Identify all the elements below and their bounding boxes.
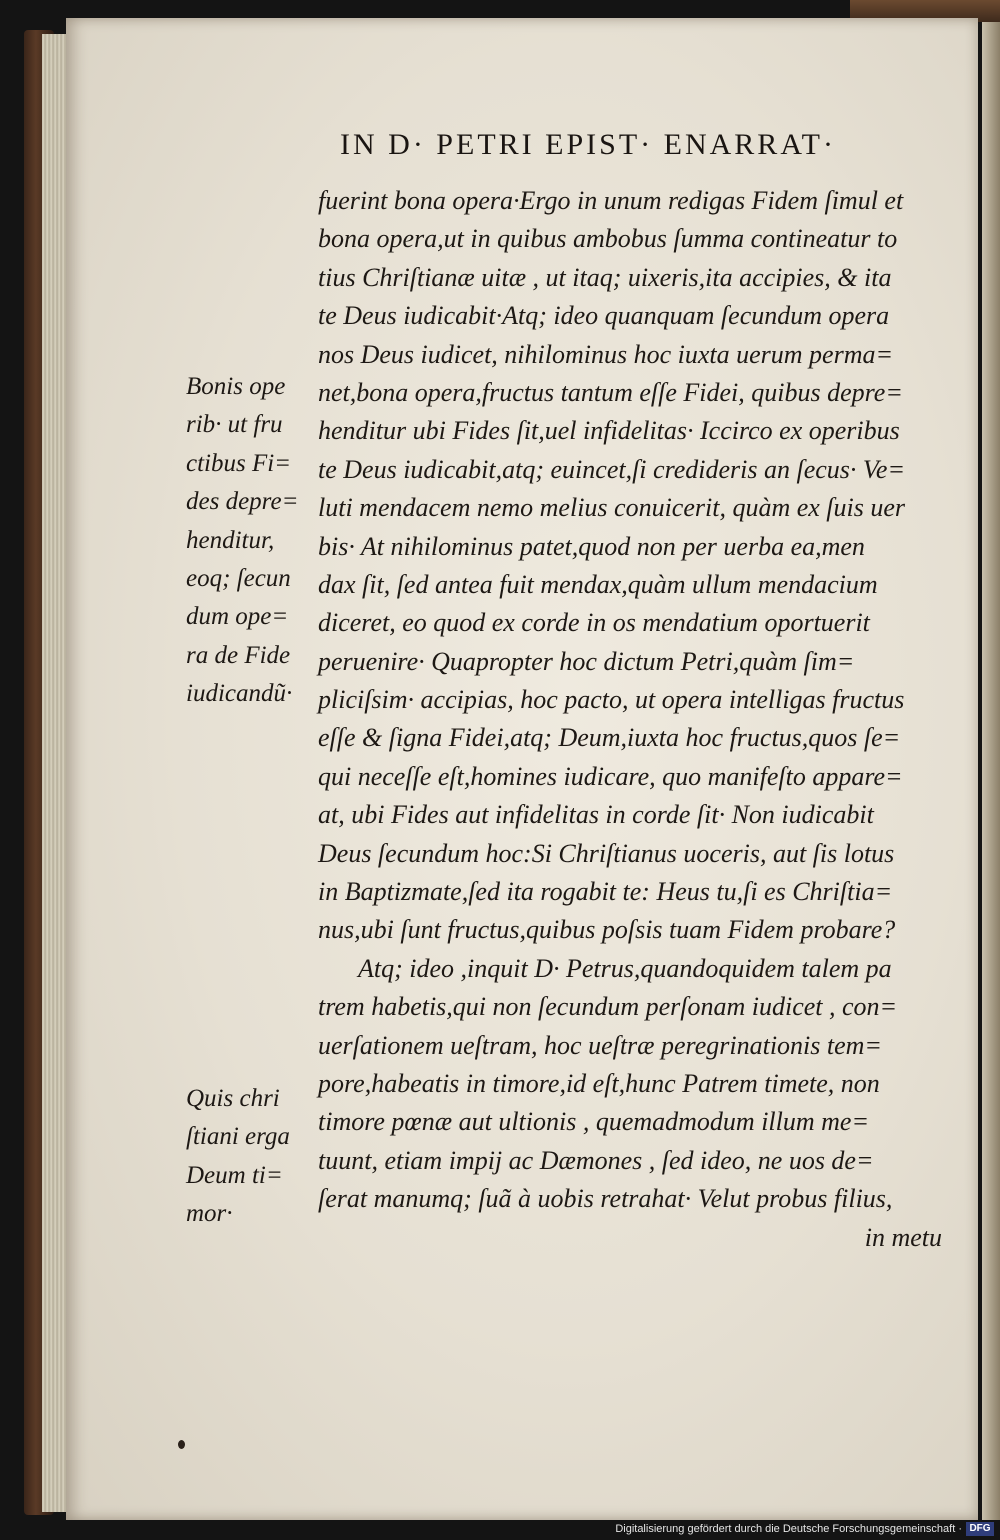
text-line: nus,ubi ſunt fructus,quibus poſsis tuam Fidem probare? (318, 915, 896, 945)
text-line: pliciſsim· accipias, hoc pacto, ut opera intelligas fructus (318, 685, 905, 715)
text-line: diceret, eo quod ex corde in os mendatium oportuerit (318, 608, 870, 638)
margin-note-line: des depre= (186, 488, 299, 516)
margin-note-line: ctibus Fi= (186, 449, 292, 477)
running-head: IN D· PETRI EPIST· ENARRAT· (340, 128, 836, 161)
margin-note-line: rib· ut fru (186, 411, 283, 439)
margin-note-line: Deum ti= (186, 1161, 283, 1189)
text-line: timore pœnæ aut ultionis , quemadmodum illum me= (318, 1107, 870, 1137)
ink-speck (178, 1440, 185, 1449)
text-line: in Baptizmate,ſed ita rogabit te: Heus tu,ſi es Chriſtia= (318, 877, 893, 907)
text-line: tuunt, etiam impij ac Dæmones , ſed ideo, ne uos de= (318, 1145, 874, 1175)
text-line: eſſe & ſigna Fidei,atq; Deum,iuxta hoc fructus,quos ſe= (318, 723, 901, 753)
margin-note-line: mor· (186, 1200, 233, 1228)
page-right-edge (982, 22, 1000, 1522)
margin-note-line: ſtiani erga (186, 1123, 290, 1151)
text-line: uerſationem ueſtram, hoc ueſtræ peregrinationis tem= (318, 1030, 882, 1060)
margin-note-line: Quis chri (186, 1085, 280, 1112)
text-line: nos Deus iudicet, nihilominus hoc iuxta uerum perma= (318, 339, 894, 369)
text-line: te Deus iudicabit,atq; euincet,ſi credideris an ſecus· Ve= (318, 454, 905, 484)
main-text-block (318, 182, 958, 1257)
text-line: net,bona opera,fructus tantum eſſe Fidei, quibus depre= (318, 377, 903, 407)
text-line: bona opera,ut in quibus ambobus ſumma contineatur to (318, 224, 898, 254)
text-line: Atq; ideo ,inquit D· Petrus,quandoquidem talem pa (358, 953, 892, 983)
margin-note-christian-fear (186, 1080, 306, 1234)
text-line: dax ſit, ſed antea fuit mendax,quàm ullum mendacium (318, 569, 878, 599)
text-line: luti mendacem nemo melius conuicerit, quàm ex ſuis uer (318, 493, 906, 523)
dfg-logo-icon[interactable]: DFG (966, 1522, 994, 1536)
margin-note-line: Bonis ope (186, 373, 286, 400)
text-line: qui neceſſe eſt,homines iudicare, quo manifeſto appare= (318, 761, 903, 791)
text-line: in metu (864, 1222, 942, 1252)
margin-note-good-works (186, 368, 306, 714)
margin-note-line: iudicandũ· (186, 680, 293, 708)
text-line: te Deus iudicabit·Atq; ideo quanquam ſecundum opera (318, 301, 890, 331)
text-line: pore,habeatis in timore,id eſt,hunc Patrem timete, non (318, 1068, 880, 1098)
text-line: bis· At nihilominus patet,quod non per uerba ea,men (318, 531, 865, 561)
text-line: peruenire· Quapropter hoc dictum Petri,quàm ſim= (318, 646, 855, 676)
text-line: fuerint bona opera·Ergo in unum redigas Fidem ſimul et (318, 186, 904, 215)
margin-note-line: ra de Fide (186, 641, 291, 669)
margin-note-line: henditur, (186, 526, 275, 554)
text-line: ſerat manumq; ſuã à uobis retrahat· Velut probus filius, (318, 1184, 893, 1214)
margin-note-line: eoq; ſecun (186, 564, 291, 592)
dfg-credit-text: Digitalisierung gefördert durch die Deutsche Forschungsgemeinschaft · (615, 1523, 962, 1535)
margin-note-line: dum ope= (186, 603, 289, 631)
text-line: trem habetis,qui non ſecundum perſonam iudicet , con= (318, 992, 898, 1022)
text-line: tius Chriſtianæ uitæ , ut itaq; uixeris,ita accipies, & ita (318, 262, 892, 292)
text-line: at, ubi Fides aut infidelitas in corde ſit· Non iudicabit (318, 800, 874, 830)
text-line: henditur ubi Fides ſit,uel infidelitas· Iccirco ex operibus (318, 416, 900, 446)
text-line: Deus ſecundum hoc:Si Chriſtianus uoceris, aut ſis lotus (318, 838, 895, 868)
